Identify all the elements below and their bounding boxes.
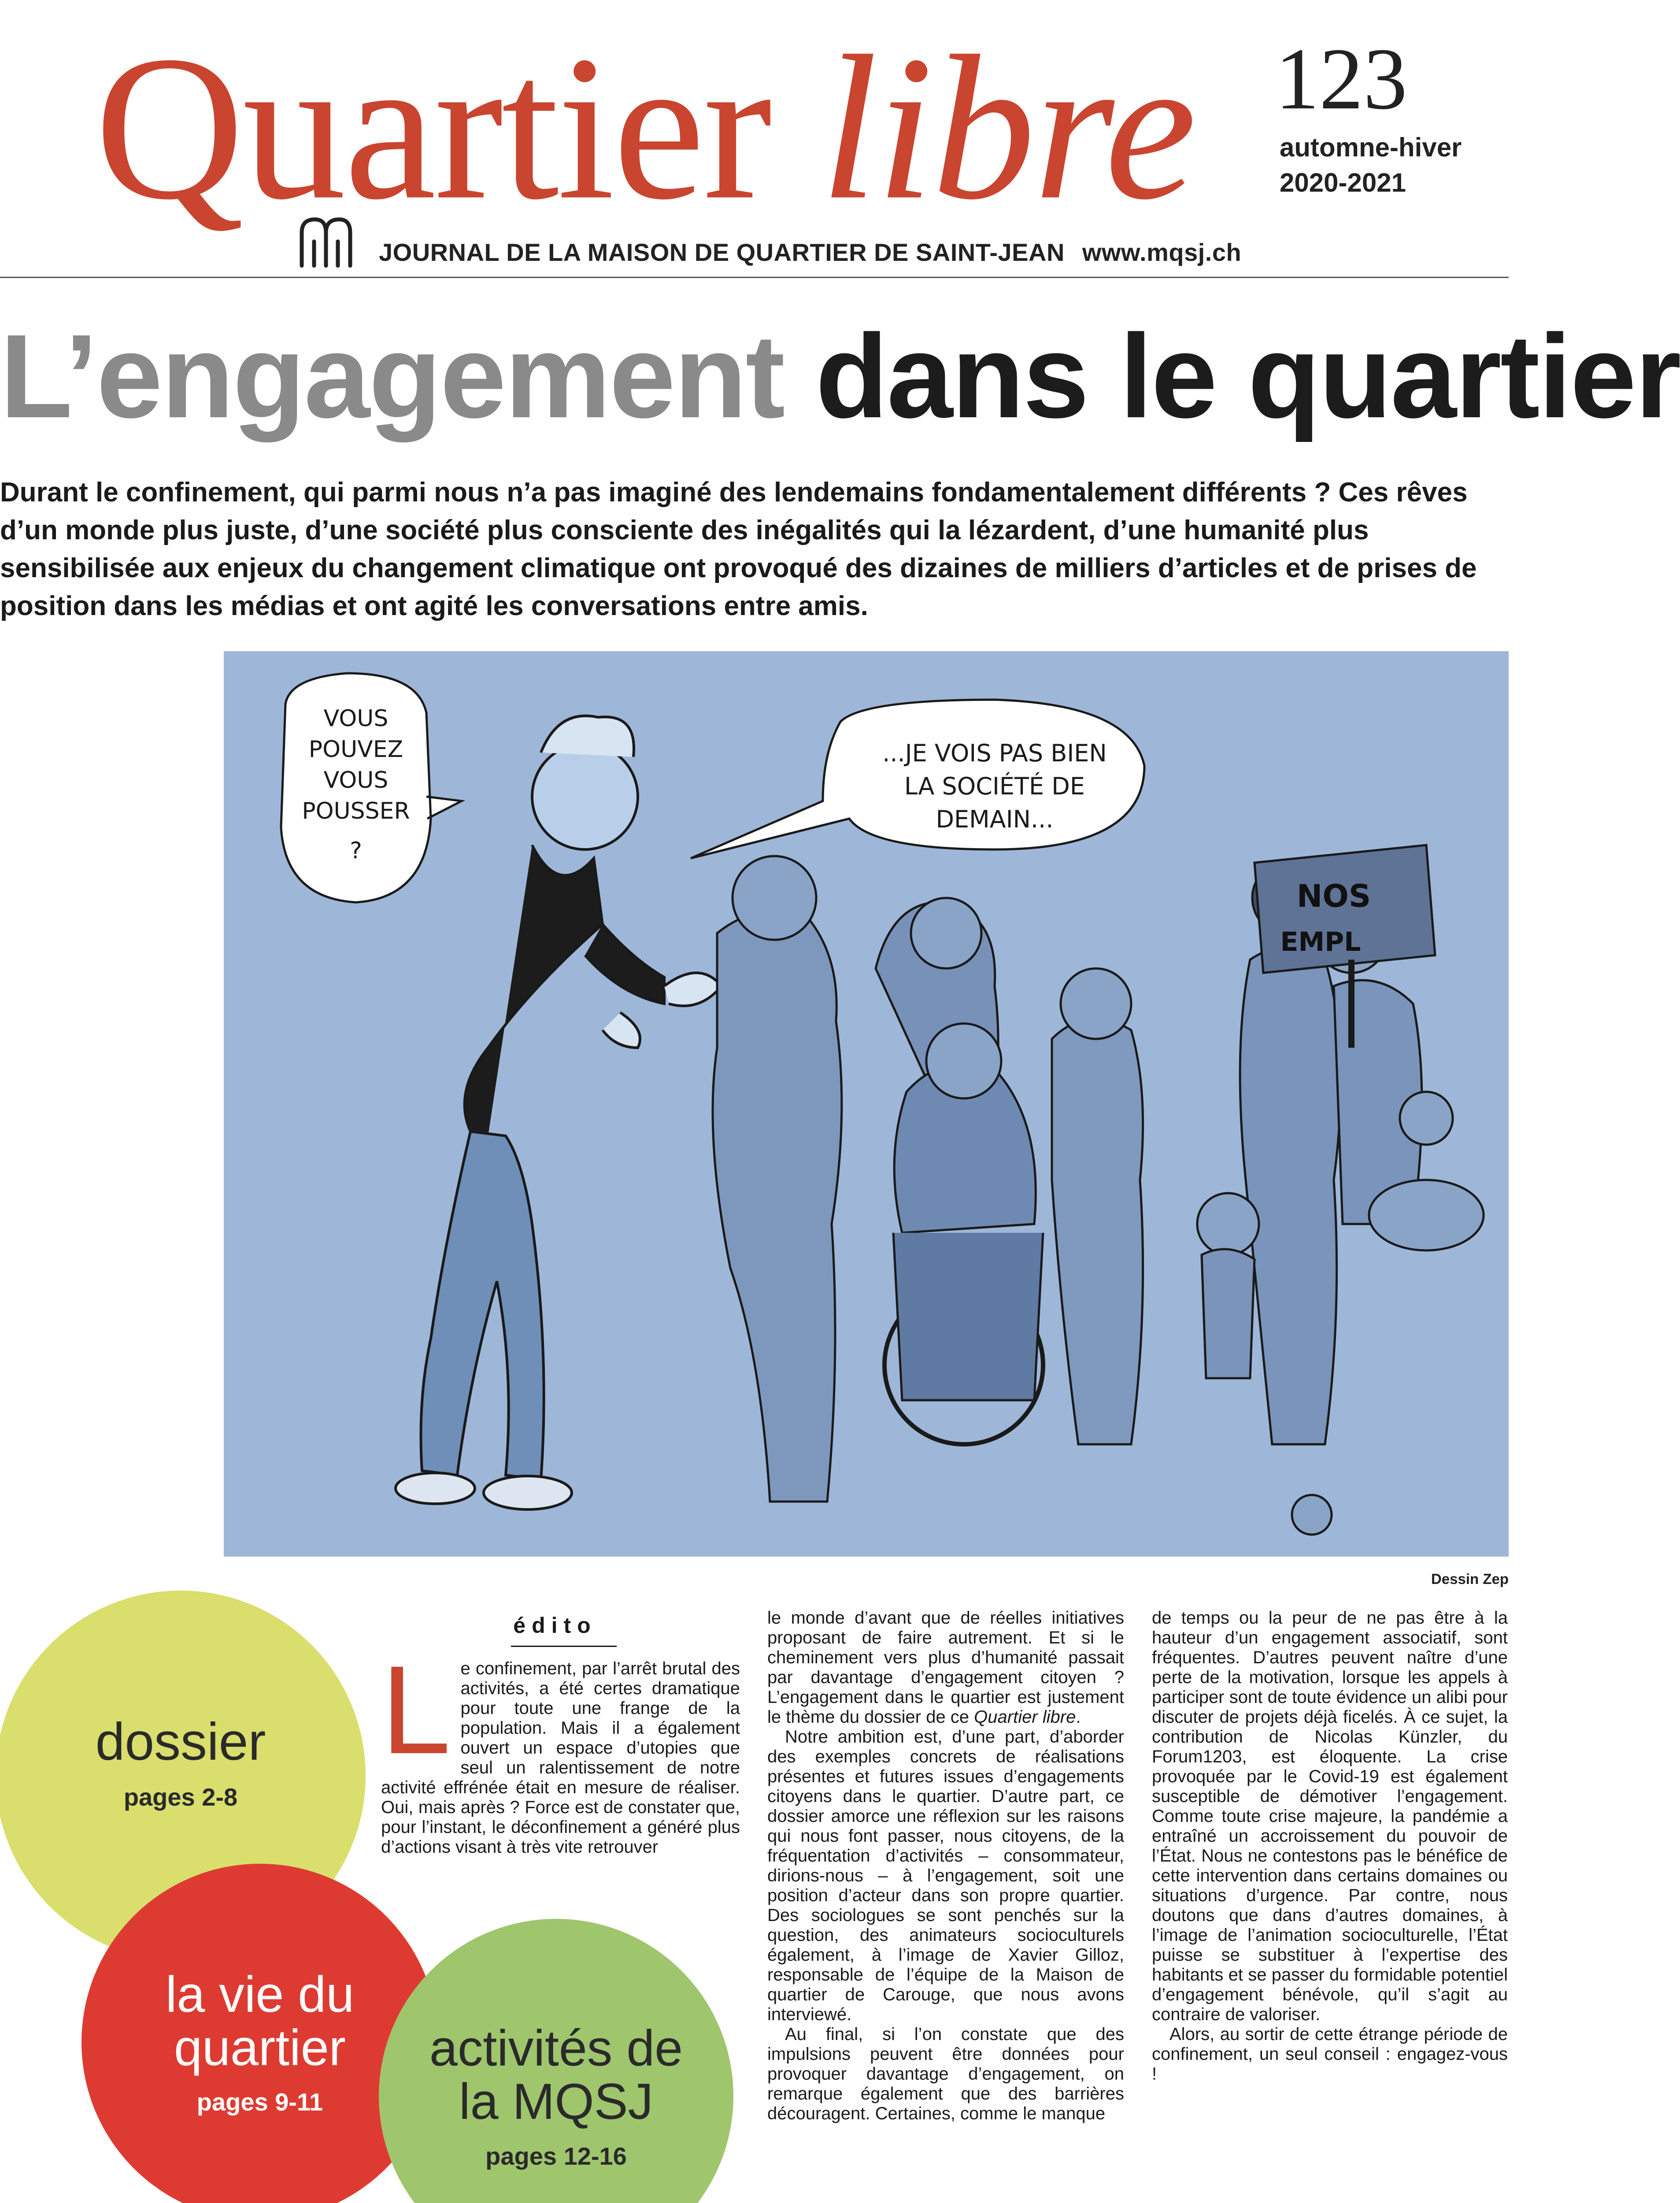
section-title-line: la vie du	[165, 1966, 355, 2023]
headline-part-grey: L’engagement	[0, 310, 784, 443]
journal-subtitle	[379, 238, 1241, 267]
issue-season: automne-hiver	[1280, 133, 1462, 162]
bubble-left-line: VOUS	[323, 767, 389, 794]
masthead-title-main: Quartier	[95, 13, 770, 242]
bubble-right-line: DEMAIN...	[936, 805, 1054, 833]
page-headline	[0, 310, 1680, 443]
section-pages: pages 2-8	[123, 1783, 238, 1811]
cartoon-illustration	[224, 651, 1509, 1557]
edito-paragraph: Alors, au sortir de cette étrange période de confinement, un seul conseil : engagez-vous !	[1152, 2025, 1508, 2084]
section-title-line: la MQSJ	[459, 2073, 653, 2130]
edito-paragraph: de temps ou la peur de ne pas être à la hauteur d’un engagement associatif, sont fréquentes. D’autres peuvent naître d’une perte de la motivation, lorsque les appels à participer sont de toute évidence un alibi pour discuter de projets déjà ficelés. À ce sujet, la contribution de Nicolas Künzler, du Forum1203, est éloquente. La crise provoquée par le Covid-19 est également susceptible de démotiver l’engagement. Comme toute crise majeure, la pandémie a entraîné un accroissement du pouvoir de l’État. Nous ne contestons pas le bénéfice de cette intervention dans certains domaines ou situations d’urgence. Par contre, nous doutons que dans d’autres domaines, à l’image de l’animation socioculturelle, l’État puisse se substituer à l’expertise des habitants et se passer du formidable potentiel d’engagement bénévole, qu’il s’agit au contraire de valoriser.	[1152, 1608, 1508, 2024]
masthead-title	[95, 13, 1195, 242]
illustration-credit: Dessin Zep	[1431, 1571, 1509, 1587]
cartoon-drawing	[224, 651, 1509, 1557]
journal-name: JOURNAL DE LA MAISON DE QUARTIER DE SAINT-JEAN	[379, 238, 1065, 266]
edito-emphasis: Quartier libre	[974, 1707, 1076, 1727]
issue-years: 2020-2021	[1280, 168, 1406, 197]
edito-column-1	[381, 1640, 740, 1857]
edito-column-2	[767, 1608, 1124, 2124]
section-pages: pages 9-11	[196, 2088, 323, 2116]
edito-underline	[511, 1646, 617, 1647]
edito-label: édito	[513, 1613, 597, 1638]
mqsj-logo-icon	[297, 215, 363, 268]
website-link[interactable]: www.mqsj.ch	[1082, 238, 1242, 266]
section-activites-mqsj[interactable]	[379, 1919, 733, 2203]
bubble-right-line: LA SOCIÉTÉ DE	[904, 772, 1085, 800]
section-title-line: activités de	[429, 2020, 683, 2077]
bubble-right-line: ...JE VOIS PAS BIEN	[882, 739, 1107, 767]
edito-text: .	[1076, 1707, 1081, 1727]
issue-number: 123	[1275, 30, 1407, 128]
edito-paragraph: Au final, si l’on constate que des impulsions peuvent être données pour provoquer davantage d’engagement, on remarque également que des barrières découragent. Certaines, comme le manque	[767, 2025, 1124, 2123]
edito-paragraph: Notre ambition est, d’une part, d’aborder des exemples concrets de réalisations présentes et futures issues d’engagements citoyens dans le quartier. D’autre part, ce dossier amorce une réflexion sur les raisons qui nous font passer, nous citoyens, de la fréquentation d’activités – consommateur, dirions-nous – à l’engagement, soit une position d’acteur dans son propre quartier. Des sociologues se sont penchés sur la question, des animateurs socioculturels également, à l’image de Xavier Gilloz, responsable de l’équipe de la Maison de quartier de Carouge, que nous avons interviewé.	[767, 1727, 1124, 2024]
section-title-line: quartier	[174, 2019, 346, 2076]
edito-text: le monde d’avant que de réelles initiatives proposant de faire autrement. Et si le cheminement vers plus d’humanité passait par davantage d’engagement citoyen ? L’engagement dans le quartier est justement le thème du dossier de ce	[767, 1608, 1124, 1727]
section-vie-du-quartier[interactable]	[81, 1864, 438, 2203]
drop-cap: L	[381, 1640, 451, 1780]
section-pages: pages 12-16	[485, 2142, 627, 2170]
bubble-left-line: ?	[350, 838, 362, 864]
edito-column-3	[1152, 1608, 1508, 2084]
masthead-divider	[0, 277, 1509, 278]
intro-paragraph: Durant le confinement, qui parmi nous n’a pas imaginé des lendemains fondamentalement différents ? Ces rêves d’un monde plus juste, d’une société plus consciente des inégalités qui la lézardent, d’une humanité plus sensibilisée aux enjeux du changement climatique ont provoqué des dizaines de milliers d’articles et de prises de position dans les médias et ont agité les conversations entre amis.	[0, 477, 1477, 621]
bubble-left-line: POUSSER	[302, 798, 410, 824]
bubble-left-line: VOUS	[323, 705, 389, 732]
headline-part-black: dans le quartier	[815, 310, 1680, 443]
protest-sign-text: EMPL	[1280, 927, 1361, 957]
section-title: dossier	[95, 1712, 266, 1771]
section-title	[166, 1968, 354, 2075]
bubble-left-line: POUVEZ	[308, 736, 403, 763]
edito-paragraph: e confinement, par l’arrêt brutal des activités, a été certes dramatique pour toute une frange de la population. Mais il a également ouvert un espace d’utopies que seul un ralentissement de notre activité effrénée était en mesure de réaliser. Oui, mais après ? Force est de constater que, pour l’instant, le déconfinement a généré plus d’actions visant à très vite retrouver	[381, 1659, 740, 1857]
section-title	[429, 2022, 683, 2129]
protest-sign-text: NOS	[1296, 878, 1371, 914]
edito-paragraph	[767, 1608, 1124, 1727]
tall-man-figure	[396, 716, 722, 1509]
masthead-title-italic: libre	[820, 13, 1195, 242]
